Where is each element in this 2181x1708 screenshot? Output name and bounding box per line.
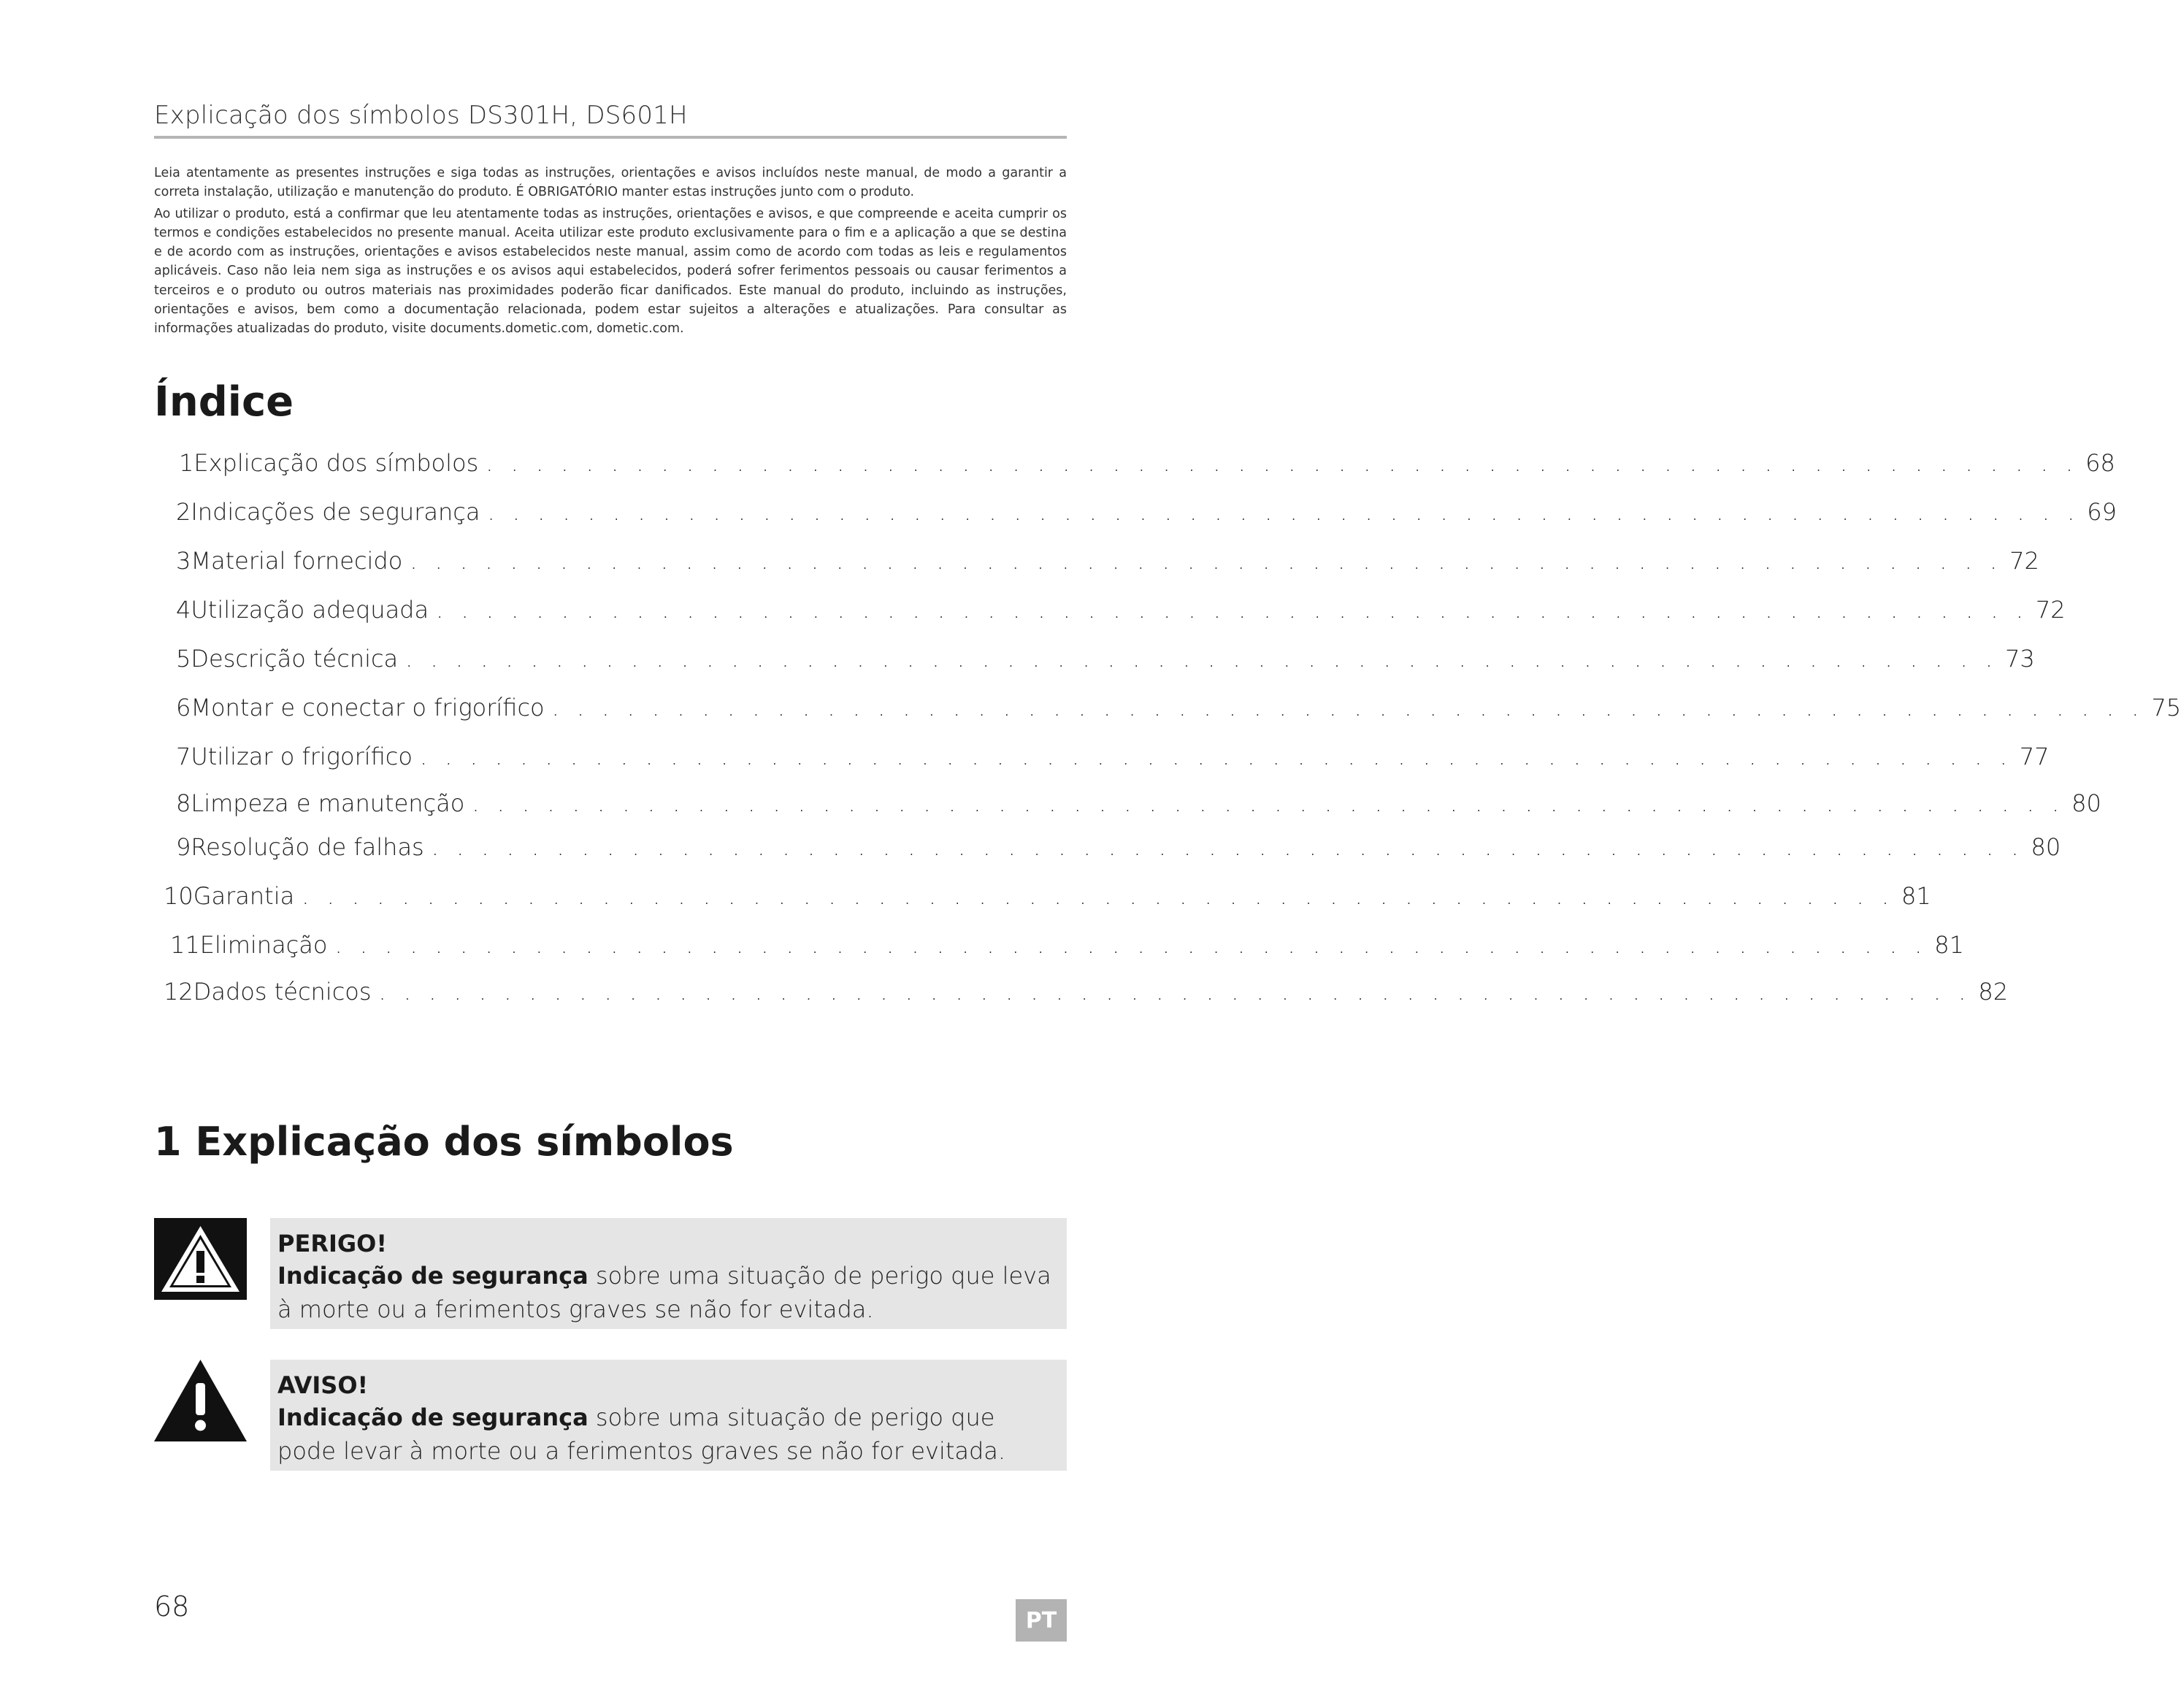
toc-entry[interactable] xyxy=(176,833,2061,861)
toc-leader-dots: . . . . . . . . . . . . . . . . . . . . . . . . . . . . . . . . . . . . . . . . . . . . . . . . . . . . . . . . . . . . . . . . xyxy=(419,743,2012,770)
language-badge: PT xyxy=(1016,1599,1067,1642)
toc-entry-page: 80 xyxy=(2071,789,2101,817)
toc-leader-dots: . . . . . . . . . . . . . . . . . . . . . . . . . . . . . . . . . . . . . . . . . . . . . . . . . . . . . . . . . . . . . . . . xyxy=(487,498,2080,526)
page-number: 68 xyxy=(154,1590,190,1623)
toc-entry-page: 73 xyxy=(2004,645,2035,673)
toc-entry[interactable] xyxy=(179,449,2115,477)
toc-leader-dots: . . . . . . . . . . . . . . . . . . . . . . . . . . . . . . . . . . . . . . . . . . . . . . . . . . . . . . . . . . . . . . . . xyxy=(302,882,1895,910)
toc-entry[interactable] xyxy=(164,882,1931,910)
toc-entry[interactable] xyxy=(176,596,2066,624)
toc-entry[interactable] xyxy=(176,694,2181,721)
toc-entry-page: 81 xyxy=(1901,882,1931,910)
warning-text: sobre uma situação de perigo que pode levar à morte ou a ferimentos graves se não for evitada. xyxy=(277,1403,1006,1465)
toc-entry-number: 4 xyxy=(176,596,191,624)
warning-bold-term: Indicação de segurança xyxy=(277,1403,589,1431)
toc-leader-dots: . . . . . . . . . . . . . . . . . . . . . . . . . . . . . . . . . . . . . . . . . . . . . . . . . . . . . . . . . . . . . . . . xyxy=(551,694,2144,721)
toc-entry-title: Indicações de segurança xyxy=(191,498,480,526)
toc-entry-page: 75 xyxy=(2151,694,2181,721)
toc-entry[interactable] xyxy=(176,789,2101,817)
danger-warning-icon xyxy=(154,1218,247,1300)
section-heading-symbols: 1 Explicação dos símbolos xyxy=(154,1119,734,1165)
toc-entry-number: 12 xyxy=(164,978,193,1006)
intro-paragraph-2: Ao utilizar o produto, está a confirmar que leu atentamente todas as instruções, orientações e avisos, e que compreende e aceita cumprir os termos e condições estabelecidos no presente manual. Aceita utilizar este produto exclusivamente para o fim e a aplicação a que se destina e de acordo com as instruções, orientações e avisos estabelecidos neste manual, assim como de acordo com todas as leis e regulamentos aplicáveis. Caso não leia nem siga as instruções e os avisos aqui estabelecidos, poderá sofrer ferimentos pessoais ou causar ferimentos a terceiros e o produto ou outros materiais nas proximidades poderão ficar danificados. Este manual do produto, incluindo as instruções, orientações e avisos, bem como a documentação relacionada, podem estar sujeitos a alterações e atualizações. Para consultar as informações atualizadas do produto, visite documents.dometic.com, dometic.com. xyxy=(154,206,1067,337)
danger-label: PERIGO! xyxy=(277,1230,387,1257)
toc-entry[interactable] xyxy=(176,498,2117,526)
toc-entry-title: Dados técnicos xyxy=(193,978,372,1006)
toc-entry-page: 82 xyxy=(1978,978,2009,1006)
toc-leader-dots: . . . . . . . . . . . . . . . . . . . . . . . . . . . . . . . . . . . . . . . . . . . . . . . . . . . . . . . . . . . . . . . . xyxy=(436,596,2028,624)
toc-entry-page: 68 xyxy=(2085,449,2115,477)
toc-entry-title: Utilização adequada xyxy=(191,596,429,624)
toc-entry-number: 1 xyxy=(179,449,194,477)
toc-entry-page: 81 xyxy=(1934,931,1964,959)
toc-entry-title: Material fornecido xyxy=(191,547,403,575)
toc-entry-number: 5 xyxy=(176,645,191,673)
toc-entry-title: Eliminação xyxy=(199,931,328,959)
toc-entry-title: Utilizar o frigorífico xyxy=(191,743,413,770)
toc-leader-dots: . . . . . . . . . . . . . . . . . . . . . . . . . . . . . . . . . . . . . . . . . . . . . . . . . . . . . . . . . . . . . . . . xyxy=(405,645,1998,673)
danger-text: sobre uma situação de perigo que leva à morte ou a ferimentos graves se não for evitada. xyxy=(277,1262,1051,1323)
danger-bold-term: Indicação de segurança xyxy=(277,1262,589,1290)
toc-entry[interactable] xyxy=(176,743,2050,770)
toc-entry-title: Limpeza e manutenção xyxy=(191,789,465,817)
toc-entry-page: 69 xyxy=(2087,498,2117,526)
toc-leader-dots: . . . . . . . . . . . . . . . . . . . . . . . . . . . . . . . . . . . . . . . . . . . . . . . . . . . . . . . . . . . . . . . . xyxy=(431,833,2024,861)
toc-leader-dots: . . . . . . . . . . . . . . . . . . . . . . . . . . . . . . . . . . . . . . . . . . . . . . . . . . . . . . . . . . . . . . . . xyxy=(486,449,2079,477)
toc-entry-title: Garantia xyxy=(193,882,295,910)
toc-entry-page: 77 xyxy=(2019,743,2050,770)
toc-entry-number: 8 xyxy=(176,789,191,817)
warning-label: AVISO! xyxy=(277,1371,369,1399)
danger-notice xyxy=(270,1218,1067,1329)
toc-entry-page: 72 xyxy=(2009,547,2039,575)
header-title: Explicação dos símbolos DS301H, DS601H xyxy=(154,101,688,130)
toc-entry-title: Resolução de falhas xyxy=(191,833,424,861)
toc-entry[interactable] xyxy=(164,978,2009,1006)
toc-entry-number: 10 xyxy=(164,882,193,910)
intro-paragraph-1: Leia atentamente as presentes instruções e siga todas as instruções, orientações e avisos incluídos neste manual, de modo a garantir a correta instalação, utilização e manutenção do produto. É OBRIGATÓRIO manter estas instruções junto com o produto. xyxy=(154,166,1067,200)
toc-entry[interactable] xyxy=(176,547,2039,575)
toc-entry[interactable] xyxy=(176,645,2035,673)
warning-notice xyxy=(270,1360,1067,1471)
toc-heading: Índice xyxy=(154,378,294,426)
toc-entry-number: 7 xyxy=(176,743,191,770)
warning-triangle-icon xyxy=(154,1360,247,1441)
toc-entry-page: 80 xyxy=(2031,833,2061,861)
toc-entry-title: Explicação dos símbolos xyxy=(193,449,479,477)
toc-entry-number: 2 xyxy=(176,498,191,526)
toc-entry-number: 6 xyxy=(176,694,191,721)
toc-leader-dots: . . . . . . . . . . . . . . . . . . . . . . . . . . . . . . . . . . . . . . . . . . . . . . . . . . . . . . . . . . . . . . . . xyxy=(334,931,1928,959)
header-rule xyxy=(154,136,1067,139)
toc-entry-number: 9 xyxy=(176,833,191,861)
toc-entry-number: 11 xyxy=(170,931,200,959)
toc-entry-title: Montar e conectar o frigorífico xyxy=(191,694,545,721)
toc-entry-page: 72 xyxy=(2035,596,2066,624)
warning-description xyxy=(277,1401,1059,1468)
danger-description xyxy=(277,1259,1059,1326)
toc-leader-dots: . . . . . . . . . . . . . . . . . . . . . . . . . . . . . . . . . . . . . . . . . . . . . . . . . . . . . . . . . . . . . . . . xyxy=(378,978,1971,1006)
toc-entry-number: 3 xyxy=(176,547,191,575)
intro-text xyxy=(154,164,1067,341)
toc-leader-dots: . . . . . . . . . . . . . . . . . . . . . . . . . . . . . . . . . . . . . . . . . . . . . . . . . . . . . . . . . . . . . . . . xyxy=(410,547,2003,575)
toc-entry-title: Descrição técnica xyxy=(191,645,399,673)
toc-leader-dots: . . . . . . . . . . . . . . . . . . . . . . . . . . . . . . . . . . . . . . . . . . . . . . . . . . . . . . . . . . . . . . . . xyxy=(472,789,2065,817)
toc-entry[interactable] xyxy=(170,931,1964,959)
